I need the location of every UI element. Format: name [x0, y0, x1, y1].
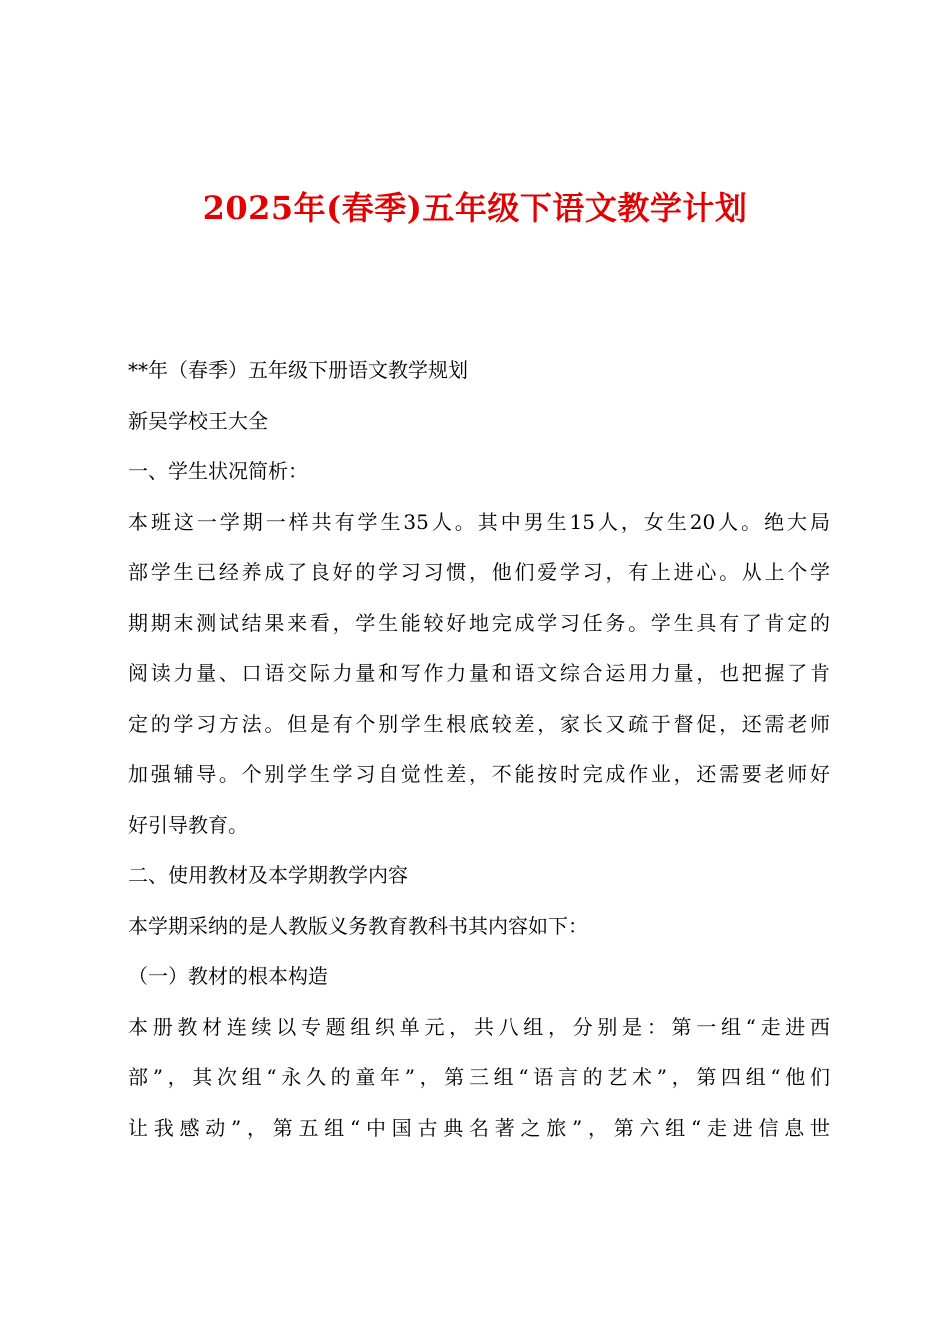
paragraph-line: 让我感动”，第五组“中国古典名著之旅”，第六组“走进信息世 — [128, 1115, 830, 1140]
document-title: 2025年(春季)五年级下语文教学计划 — [202, 189, 748, 227]
paragraph-line: 阅读力量、口语交际力量和写作力量和语文综合运用力量，也把握了肯 — [128, 661, 830, 685]
author-line: 新吴学校王大全 — [128, 408, 268, 433]
section-heading-1: 一、学生状况简析： — [128, 459, 308, 483]
paragraph-line: 本学期采纳的是人教版义务教育教科书其内容如下： — [128, 913, 588, 938]
paragraph-line: 加强辅导。个别学生学习自觉性差，不能按时完成作业，还需要老师好 — [128, 762, 830, 786]
section-heading-2: 二、使用教材及本学期教学内容 — [128, 863, 408, 887]
paragraph-line: 期期末测试结果来看，学生能较好地完成学习任务。学生具有了肯定的 — [128, 610, 830, 635]
document-body — [128, 345, 830, 1153]
paragraph-line: 部”，其次组“永久的童年”，第三组“语言的艺术”，第四组“他们 — [128, 1065, 830, 1089]
paragraph-line: 部学生已经养成了良好的学习习惯，他们爱学习，有上进心。从上个学 — [128, 560, 830, 584]
paragraph-line: 好引导教育。 — [128, 812, 248, 837]
subtitle-line: **年（春季）五年级下册语文教学规划 — [128, 358, 468, 382]
paragraph-line: 本册教材连续以专题组织单元，共八组，分别是：第一组“走进西 — [128, 1014, 830, 1039]
paragraph-line: 本班这一学期一样共有学生35人。其中男生15人，女生20人。绝大局 — [128, 509, 830, 534]
subsection-heading: （一）教材的根本构造 — [128, 964, 328, 988]
paragraph-line: 定的学习方法。但是有个别学生根底较差，家长又疏于督促，还需老师 — [128, 711, 830, 736]
